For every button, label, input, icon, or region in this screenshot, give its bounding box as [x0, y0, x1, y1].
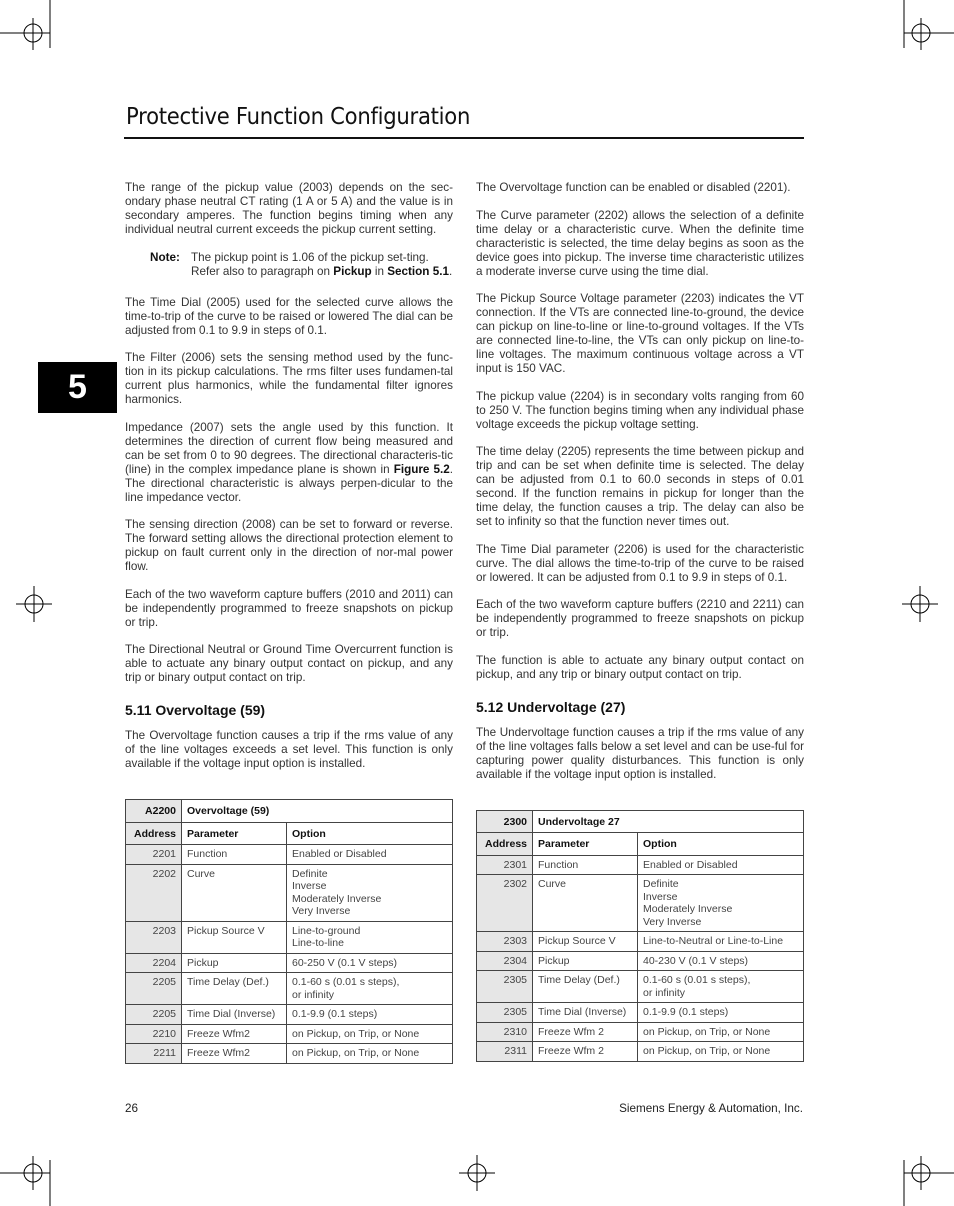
cell-option	[287, 845, 453, 865]
cell-option	[638, 875, 804, 932]
page-title: Protective Function Configuration	[126, 104, 471, 130]
cell-parameter: Freeze Wfm2	[182, 1044, 287, 1064]
column-header-address: Address	[126, 822, 182, 845]
table-row	[477, 951, 804, 971]
chapter-tab: 5	[38, 362, 117, 413]
cell-address: 2203	[126, 921, 182, 953]
crop-mark-bottom-right	[894, 1146, 954, 1206]
table-row	[126, 864, 453, 921]
option-line: Line-to-line	[292, 937, 344, 949]
note-text-part: in	[374, 264, 384, 278]
cell-address: 2305	[477, 971, 533, 1003]
column-header-address: Address	[477, 833, 533, 856]
cell-parameter: Time Delay (Def.)	[182, 973, 287, 1005]
left-column	[125, 181, 453, 1064]
table-row	[477, 932, 804, 952]
cell-parameter: Time Delay (Def.)	[533, 971, 638, 1003]
note-link-pickup: Pickup	[333, 264, 372, 278]
paragraph: The Directional Neutral or Ground Time Overcurrent function is able to actuate any binary output contact on pickup, and any trip or binary output contact on trip.	[125, 643, 453, 684]
paragraph: The Overvoltage function can be enabled or disabled (2201).	[476, 181, 791, 194]
cell-option	[287, 1005, 453, 1025]
paragraph: Each of the two waveform capture buffers (2010 and 2011) can be independently programmed to freeze snapshots on pickup or trip.	[125, 587, 453, 629]
option-line: or infinity	[292, 988, 335, 1001]
table-row	[126, 1024, 453, 1044]
undervoltage-table	[476, 810, 804, 1062]
column-header-parameter: Parameter	[182, 822, 287, 845]
table-code: A2200	[126, 800, 182, 823]
table-row	[126, 845, 453, 865]
table-row	[477, 1022, 804, 1042]
paragraph: The Pickup Source Voltage parameter (2203) indicates the VT connection. If the VTs are connected line-to-ground, the device can pickup on line-to-line or line-to-ground voltages. If the VTs are connected line-to-line, the VTs can only pickup on line-to-line voltages. The maximum continuous voltage across a VT input is 150 VAC.	[476, 292, 804, 375]
cell-parameter: Freeze Wfm 2	[533, 1042, 638, 1062]
footer-company: Siemens Energy & Automation, Inc.	[619, 1102, 803, 1115]
cell-option	[638, 1003, 804, 1023]
cell-parameter: Pickup	[182, 953, 287, 973]
paragraph: The Time Dial parameter (2206) is used for the characteristic curve. The dial allows the time-to-trip of the curve to be raised or lowered. It can be adjusted from 0.1 to 9.9 in steps of 0.1.	[476, 542, 804, 584]
cell-option	[287, 1044, 453, 1064]
cell-address: 2201	[126, 845, 182, 865]
note-text-part: The pickup point is 1.06 of the pickup set-ting. Refer also to paragraph on	[191, 250, 429, 278]
table-header-row	[126, 822, 453, 845]
paragraph: The Filter (2006) sets the sensing method used by the func-tion in its pickup calculations. The rms filter uses fundamen-tal current plus harmonics, while the fundamental filter ignores harmonics.	[125, 351, 453, 406]
paragraph: The function is able to actuate any binary output contact on pickup, and any trip or binary output contact on trip.	[476, 653, 804, 681]
note-link-section: Section 5.1	[387, 264, 449, 278]
cell-address: 2302	[477, 875, 533, 932]
column-header-option: Option	[287, 822, 453, 845]
table-row	[477, 1042, 804, 1062]
table-title-row	[477, 810, 804, 833]
option-line: or infinity	[643, 986, 686, 999]
option-line: 0.1-60 s (0.01 s steps),	[643, 974, 751, 986]
section-heading-undervoltage: 5.12 Undervoltage (27)	[476, 698, 626, 715]
paragraph: The sensing direction (2008) can be set to forward or reverse. The forward setting allows the directional protection element to pickup on fault current only in the direction of nor-mal power flow.	[125, 518, 453, 573]
cell-parameter: Pickup	[533, 951, 638, 971]
option-line: Moderately Inverse	[643, 903, 733, 915]
option-line: on Pickup, on Trip, or None	[643, 1045, 771, 1057]
registration-mark-left	[16, 586, 52, 622]
option-line: 0.1-9.9 (0.1 steps)	[292, 1008, 378, 1020]
overvoltage-table	[125, 799, 453, 1064]
note-text-end: .	[448, 264, 453, 278]
table-row	[126, 973, 453, 1005]
option-line: Line-to-ground	[292, 924, 361, 937]
option-line: 0.1-9.9 (0.1 steps)	[643, 1006, 729, 1018]
cell-option	[638, 951, 804, 971]
cell-address: 2202	[126, 864, 182, 921]
paragraph-text: Impedance (2007) sets the angle used by this function. It determines the direction of current flow being measured and can be set from 0 to 90 degrees. The directional characteris-tic (line) in the complex impedance plane is shown in	[125, 420, 453, 476]
cell-parameter: Freeze Wfm2	[182, 1024, 287, 1044]
option-line: Enabled or Disabled	[292, 848, 387, 860]
table-header-row	[477, 833, 804, 856]
cell-parameter: Pickup Source V	[182, 921, 287, 953]
cell-address: 2310	[477, 1022, 533, 1042]
note	[150, 251, 453, 279]
cell-option	[638, 971, 804, 1003]
paragraph: The Overvoltage function causes a trip if the rms value of any of the line voltages exceeds a set level. This function is only available if the voltage input option is installed.	[125, 729, 453, 770]
table-title-row	[126, 800, 453, 823]
table-name: Overvoltage (59)	[182, 800, 453, 823]
paragraph: The time delay (2205) represents the time between pickup and trip and can be set when definite time is selected. The delay can be adjusted from 0.1 to 60.0 seconds in steps of 0.01 second. If the function remains in pickup for longer than the time delay, the function causes a trip. The delay can also be set to infinity so that the function never times out.	[476, 445, 804, 528]
cell-parameter: Pickup Source V	[533, 932, 638, 952]
paragraph: The range of the pickup value (2003) depends on the sec-ondary phase neutral CT rating (1 A or 5 A) and the value is in secondary amperes. The function begins timing when any individual neutral current exceeds the pickup current setting.	[125, 181, 453, 236]
option-line: Inverse	[643, 890, 678, 903]
cell-parameter: Curve	[182, 864, 287, 921]
title-rule	[124, 137, 804, 139]
cell-option	[287, 864, 453, 921]
option-line: on Pickup, on Trip, or None	[292, 1047, 420, 1059]
column-header-parameter: Parameter	[533, 833, 638, 856]
cell-parameter: Freeze Wfm 2	[533, 1022, 638, 1042]
cell-parameter: Function	[533, 855, 638, 875]
crop-mark-bottom-left	[0, 1146, 60, 1206]
figure-reference: Figure 5.2	[393, 462, 450, 476]
cell-option	[638, 1022, 804, 1042]
paragraph	[125, 421, 453, 505]
column-header-option: Option	[638, 833, 804, 856]
registration-mark-right	[902, 586, 938, 622]
option-line: 40-230 V (0.1 V steps)	[643, 954, 749, 967]
cell-option	[638, 855, 804, 875]
option-line: Line-to-Neutral or Line-to-Line	[643, 935, 784, 947]
option-line: Definite	[292, 867, 328, 880]
page-number: 26	[125, 1102, 139, 1115]
cell-parameter: Function	[182, 845, 287, 865]
table-name: Undervoltage 27	[533, 810, 804, 833]
table-code: 2300	[477, 810, 533, 833]
cell-address: 2304	[477, 951, 533, 971]
cell-option	[287, 1024, 453, 1044]
cell-address: 2210	[126, 1024, 182, 1044]
table-row	[126, 953, 453, 973]
option-line: on Pickup, on Trip, or None	[643, 1025, 771, 1038]
paragraph: The pickup value (2204) is in secondary volts ranging from 60 to 250 V. The function begins timing when any individual phase voltage exceeds the pickup voltage setting.	[476, 389, 804, 431]
table-row	[126, 1005, 453, 1025]
option-line: on Pickup, on Trip, or None	[292, 1027, 420, 1040]
paragraph: The Curve parameter (2202) allows the selection of a definite time delay or a characteristic curve. When the definite time characteristic is selected, the time delay begins as soon as the device goes into pickup. The inverse time characteristic utilizes a moderate inverse curve using the time dial.	[476, 208, 804, 278]
table-row	[477, 875, 804, 932]
note-label: Note:	[150, 250, 180, 264]
cell-parameter: Time Dial (Inverse)	[182, 1005, 287, 1025]
crop-mark-top-left	[0, 0, 60, 60]
paragraph: The Undervoltage function causes a trip if the rms value of any of the line voltages falls below a set level and can be use-ful for capturing power quality disturbances. This function is only available if the voltage input option is installed.	[476, 725, 804, 781]
paragraph-text: . The directional characteristic is always perpen-dicular to the line impedance vector.	[125, 462, 453, 504]
option-line: Very Inverse	[292, 905, 351, 917]
cell-option	[287, 921, 453, 953]
option-line: Inverse	[292, 880, 327, 892]
table-row	[477, 1003, 804, 1023]
table-row	[477, 971, 804, 1003]
cell-address: 2205	[126, 973, 182, 1005]
cell-address: 2311	[477, 1042, 533, 1062]
cell-option	[287, 953, 453, 973]
cell-address: 2211	[126, 1044, 182, 1064]
table-row	[477, 855, 804, 875]
note-text	[191, 251, 453, 279]
cell-address: 2301	[477, 855, 533, 875]
paragraph: The Time Dial (2005) used for the selected curve allows the time-to-trip of the curve to be raised or lowered The dial can be adjusted from 0.1 to 9.9 in steps of 0.1.	[125, 295, 453, 337]
option-line: 0.1-60 s (0.01 s steps),	[292, 976, 400, 988]
option-line: Very Inverse	[643, 915, 702, 928]
right-column	[476, 181, 804, 1062]
cell-address: 2303	[477, 932, 533, 952]
cell-address: 2204	[126, 953, 182, 973]
paragraph: Each of the two waveform capture buffers (2210 and 2211) can be independently programmed to freeze snapshots on pickup or trip.	[476, 598, 804, 639]
section-heading-overvoltage: 5.11 Overvoltage (59)	[125, 702, 266, 718]
cell-parameter: Time Dial (Inverse)	[533, 1003, 638, 1023]
cell-option	[638, 1042, 804, 1062]
cell-option	[287, 973, 453, 1005]
table-row	[126, 1044, 453, 1064]
cell-parameter: Curve	[533, 875, 638, 932]
registration-mark-bottom-center	[459, 1155, 495, 1191]
crop-mark-top-right	[894, 0, 954, 60]
table-row	[126, 921, 453, 953]
cell-option	[638, 932, 804, 952]
cell-address: 2205	[126, 1005, 182, 1025]
option-line: Definite	[643, 878, 679, 890]
option-line: 60-250 V (0.1 V steps)	[292, 956, 398, 969]
option-line: Moderately Inverse	[292, 892, 382, 905]
option-line: Enabled or Disabled	[643, 858, 738, 871]
cell-address: 2305	[477, 1003, 533, 1023]
